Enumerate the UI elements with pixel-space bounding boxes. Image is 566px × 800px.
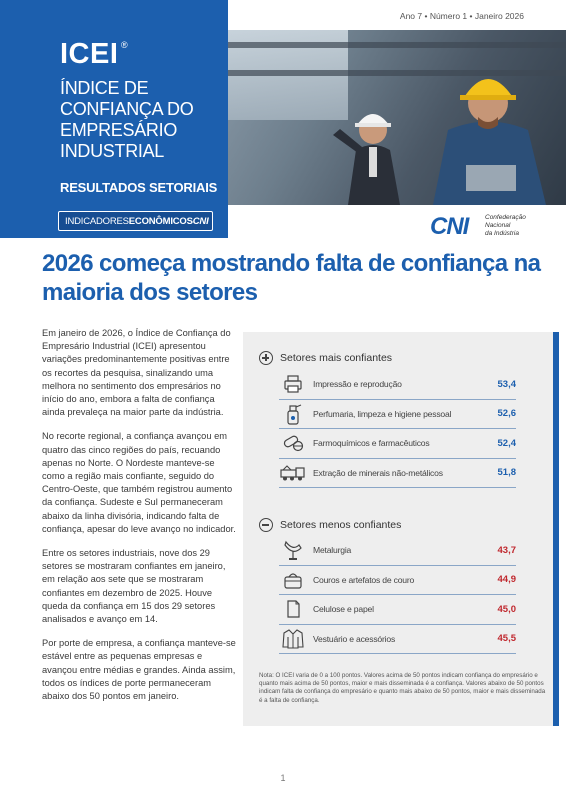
ladle-icon [279, 538, 307, 562]
jacket-icon [279, 627, 307, 651]
pills-icon [279, 431, 307, 455]
engineer-figure-1 [328, 95, 418, 205]
body-text [42, 327, 236, 714]
most-confident-list [279, 370, 516, 488]
cni-logo-text: Confederação Nacional da Indústria [485, 214, 526, 237]
indicators-label-c: CNI [192, 216, 209, 227]
printer-icon [279, 372, 307, 396]
mining-icon [279, 461, 307, 485]
body-paragraph: Em janeiro de 2026, o Índice de Confiança do Empresário Industrial (ICEI) apresentou variações predominantemente positivas entre os recortes da pesquisa, sinalizando uma melhora no sentimento dos empresários no início do ano, embora a falta de confiança ainda prevaleça na maior parte da indústria. [42, 328, 231, 418]
header [0, 0, 566, 205]
headline: 2026 começa mostrando falta de confiança na maioria dos setores [42, 250, 541, 306]
sector-row: Farmoquímicos e farmacêuticos 52,4 [279, 429, 516, 459]
paper-roll-icon [279, 597, 307, 621]
sector-row: Extração de minerais não-metálicos 51,8 [279, 459, 516, 489]
indicators-bar [0, 205, 228, 238]
title-box [0, 0, 228, 205]
indicators-label-b: ECONÔMICOS [128, 216, 193, 227]
most-confident-title: Setores mais confiantes [259, 351, 392, 365]
sector-row: Couros e artefatos de couro 44,9 [279, 566, 516, 596]
plus-circle-icon [259, 351, 273, 365]
sector-row: Celulose e papel 45,0 [279, 595, 516, 625]
engineer-figure-2 [418, 55, 558, 205]
least-confident-title: Setores menos confiantes [259, 518, 401, 532]
sector-row: Metalurgia 43,7 [279, 536, 516, 566]
page-number: 1 [280, 773, 286, 783]
sector-row: Perfumaria, limpeza e higiene pessoal 52,6 [279, 400, 516, 430]
bag-icon [279, 568, 307, 592]
sector-row: Vestuário e acessórios 45,5 [279, 625, 516, 655]
minus-circle-icon [259, 518, 273, 532]
sector-row: Impressão e reprodução 53,4 [279, 370, 516, 400]
body-paragraph: Entre os setores industriais, nove dos 29 setores se mostraram confiantes em janeiro, em relação aos sete que se mostraram confiantes em dezembro de 2025. Houve queda da confiança em 15 dos 29 setores analisados e avanço em 14. [42, 548, 226, 625]
cni-logo [430, 212, 540, 240]
registered-mark: ® [121, 40, 128, 50]
body-paragraph: Por porte de empresa, a confiança manteve-se estável entre as pequenas empresas e avançou entre médias e grandes. Ainda assim, todos os índices de porte permaneceram abaixo dos 50 pontos em janeiro. [42, 638, 236, 702]
body-paragraph: No recorte regional, a confiança avançou em quatro das cinco regiões do país, recuando apenas no Norte. O Nordeste manteve-se como a região mais confiante, seguido do Centro-Oeste, que também registrou aumento da confiança. Sudeste e Sul permaneceram abaixo da linha divisória, indicando falta de confiança, apesar do leve avanço no indicador. [42, 431, 236, 534]
sectors-panel [243, 332, 559, 726]
section-label: RESULTADOS SETORIAIS [60, 180, 218, 195]
indicators-label-a: INDICADORES [65, 216, 129, 227]
issue-info: Ano 7 • Número 1 • Janeiro 2026 [399, 11, 524, 21]
indicators-badge [58, 211, 213, 231]
brand-subtitle: ÍNDICE DE CONFIANÇA DO EMPRESÁRIO INDUSTRIAL [60, 78, 194, 161]
brand-title: ICEI [60, 38, 119, 70]
methodology-note: Nota: O ICEI varia de 0 a 100 pontos. Valores acima de 50 pontos indicam confiança do empresário e quanto mais acima de 50 pontos, maior e mais disseminada é a confiança. Valores abaixo de 50 pontos indicam falta de confiança do empresário e quanto mais abaixo de 50 pontos, maior e mais disseminada é a falta de confiança. [259, 672, 546, 704]
cni-logo-mark: CNI [430, 213, 469, 240]
least-confident-list [279, 536, 516, 654]
spray-bottle-icon [279, 402, 307, 426]
cover-photo [228, 30, 566, 205]
